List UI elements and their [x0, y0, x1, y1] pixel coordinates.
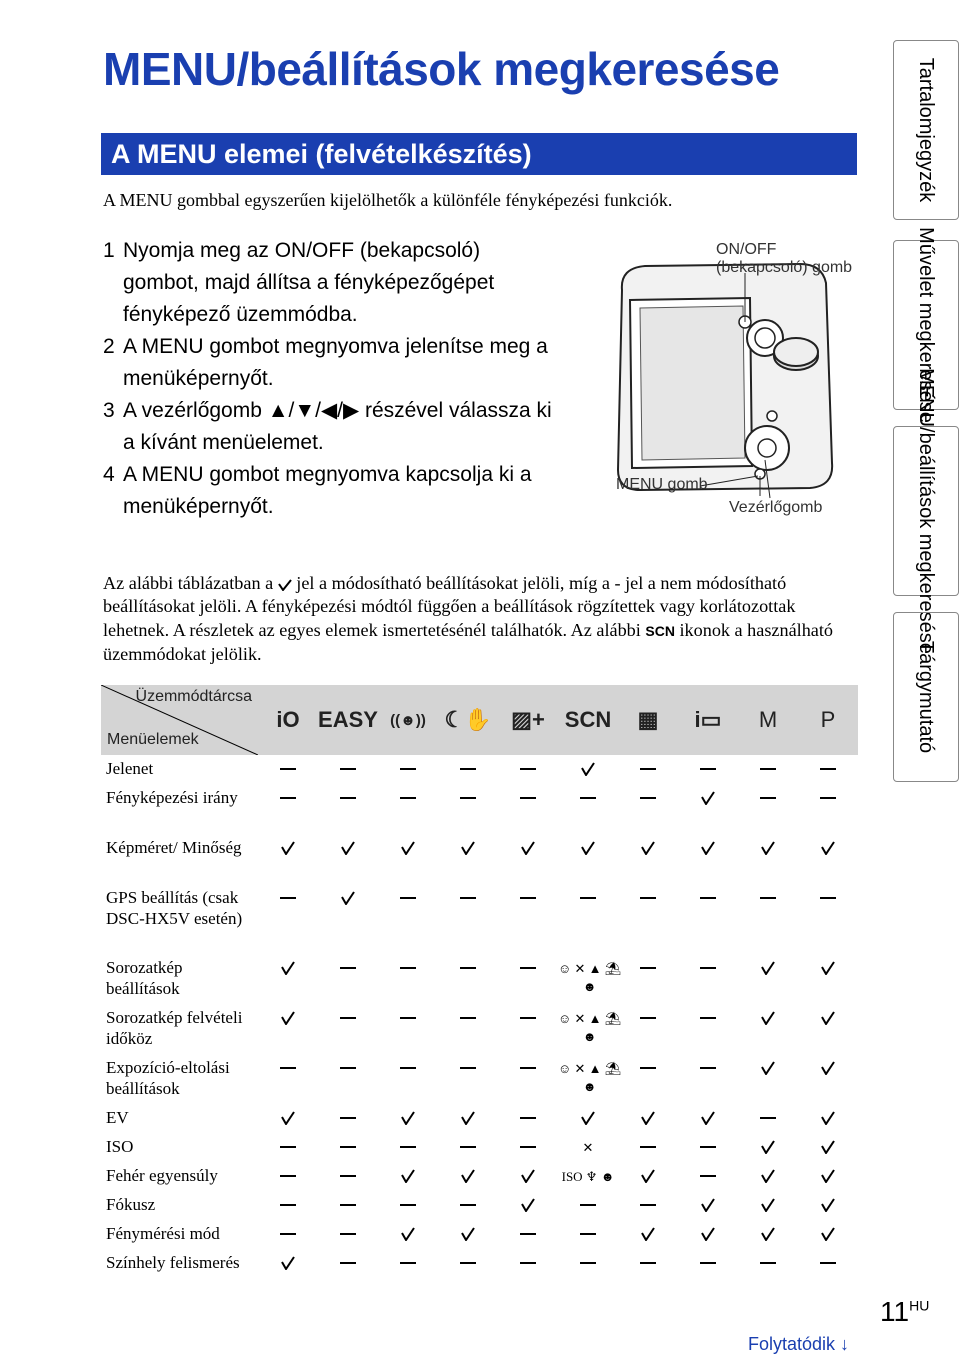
not-available-dash [558, 884, 618, 954]
not-available-dash [798, 1249, 858, 1299]
available-check-icon [738, 1162, 798, 1191]
step-text [123, 395, 552, 459]
not-available-dash [498, 1133, 558, 1162]
not-available-dash [738, 1104, 798, 1133]
step-line: A vezérlőgomb ▲/▼/◀/▶ részével válassza ki [123, 399, 552, 422]
not-available-dash [318, 1054, 378, 1104]
col-header: SCN [558, 685, 618, 755]
row-label: Színhely felismerés [106, 1253, 240, 1272]
not-available-dash [378, 1004, 438, 1054]
not-available-dash [618, 884, 678, 954]
not-available-dash [498, 1220, 558, 1249]
not-available-dash [258, 1162, 318, 1191]
not-available-dash [318, 1104, 378, 1133]
step-line: A MENU gombot megnyomva jelenítse meg a [123, 335, 548, 358]
available-check-icon [498, 1162, 558, 1191]
not-available-dash [498, 755, 558, 784]
available-check-icon [798, 1162, 858, 1191]
not-available-dash [438, 1191, 498, 1220]
onoff-button-label: ON/OFF (bekapcsoló) gomb [716, 241, 853, 276]
table-row [101, 784, 858, 834]
available-check-icon [558, 1104, 618, 1133]
available-check-icon [618, 1104, 678, 1133]
not-available-dash [378, 954, 438, 1004]
col-header: M [738, 685, 798, 755]
row-label: Fókusz [106, 1195, 156, 1214]
scene-icons: ✕ [582, 1140, 594, 1155]
row-label: GPS beállítás (csak DSC-HX5V esetén) [106, 888, 243, 928]
table-row [101, 1004, 858, 1054]
not-available-dash [438, 1004, 498, 1054]
not-available-dash [318, 1162, 378, 1191]
scene-icons: ISO ♆ ☻ [561, 1169, 615, 1184]
note-text: jel a módosítható beállításokat jelöli, míg a - jel a nem módosítható beállításokat jelöli. A fényképezési módtól függően a beállítások rögzítettek vagy korlátozottak lehetnek. A részletek az egyes elemek ismertetésénél találhatók. Az alábbi [103, 573, 796, 640]
note-text: Az alábbi táblázatban a [103, 573, 278, 593]
step-text [123, 459, 532, 523]
not-available-dash [678, 1054, 738, 1104]
continues-link[interactable]: Folytatódik ↓ [748, 1334, 850, 1354]
col-header: ☾✋ [438, 685, 498, 755]
row-label: ISO [106, 1137, 134, 1156]
not-available-dash [318, 784, 378, 834]
available-check-icon [258, 1249, 318, 1299]
row-label: Fényképezési irány [106, 788, 238, 807]
not-available-dash [738, 755, 798, 784]
available-check-icon [798, 834, 858, 884]
col-header: iO [258, 685, 318, 755]
table-row [101, 1162, 858, 1191]
row-label: Fénymérési mód [106, 1224, 220, 1243]
available-check-icon [318, 884, 378, 954]
not-available-dash [738, 1249, 798, 1299]
step-text [123, 235, 494, 331]
not-available-dash [498, 784, 558, 834]
not-available-dash [558, 1249, 618, 1299]
step-number: 2 [103, 335, 115, 358]
available-check-icon [738, 834, 798, 884]
not-available-dash [318, 755, 378, 784]
not-available-dash [618, 1133, 678, 1162]
col-header: EASY [318, 685, 378, 755]
not-available-dash [258, 884, 318, 954]
table-row [101, 834, 858, 884]
not-available-dash [498, 1054, 558, 1104]
table-row [101, 1191, 858, 1220]
intro-text: A MENU gombbal egyszerűen kijelölhetők a különféle fényképezési funkciók. [103, 190, 673, 210]
not-available-dash [378, 784, 438, 834]
not-available-dash [378, 755, 438, 784]
not-available-dash [678, 1162, 738, 1191]
not-available-dash [678, 1249, 738, 1299]
available-check-icon [258, 1004, 318, 1054]
not-available-dash [258, 1133, 318, 1162]
available-check-icon [798, 1054, 858, 1104]
not-available-dash [798, 755, 858, 784]
available-check-icon [378, 1104, 438, 1133]
table-row [101, 1104, 858, 1133]
not-available-dash [318, 1220, 378, 1249]
page-title: MENU/beállítások megkeresése [103, 43, 780, 95]
available-check-icon [678, 1191, 738, 1220]
row-label: Jelenet [106, 759, 154, 778]
not-available-dash [618, 1054, 678, 1104]
note-text: ikonok a használható üzemmódokat jelölik. [103, 619, 834, 664]
not-available-dash [378, 1249, 438, 1299]
step-2 [103, 331, 603, 395]
table-note [103, 572, 858, 666]
row-label: Sorozatkép felvételi időköz [106, 1008, 243, 1048]
not-available-dash [258, 1054, 318, 1104]
not-available-dash [258, 784, 318, 834]
not-available-dash [438, 784, 498, 834]
scene-icons: ☺ ✕ ▲ ⛱ ☻ [558, 1061, 622, 1094]
not-available-dash [438, 1054, 498, 1104]
col-header: ((☻)) [378, 685, 438, 755]
scn-icon: SCN [645, 622, 675, 639]
row-label: Sorozatkép beállítások [106, 958, 183, 998]
available-check-icon [738, 1054, 798, 1104]
available-check-icon [738, 1004, 798, 1054]
step-line: a kívánt menüelemet. [123, 431, 324, 454]
not-available-dash [438, 884, 498, 954]
available-check-icon [738, 954, 798, 1004]
table-row [101, 1249, 858, 1299]
not-available-dash [318, 954, 378, 1004]
step-4 [103, 459, 603, 523]
tab-menu-settings-search[interactable]: MENU/beállítások megkeresése [893, 426, 959, 596]
table-row [101, 1133, 858, 1162]
tab-operation-search[interactable]: Művelet megkeresése [893, 240, 959, 410]
not-available-dash [678, 755, 738, 784]
not-available-dash [798, 784, 858, 834]
section-heading: A MENU elemei (felvételkészítés) [101, 133, 857, 175]
not-available-dash [618, 784, 678, 834]
not-available-dash [378, 1133, 438, 1162]
available-check-icon [558, 834, 618, 884]
available-check-icon [318, 834, 378, 884]
not-available-dash [798, 884, 858, 954]
not-available-dash [378, 1054, 438, 1104]
available-check-icon [678, 1220, 738, 1249]
not-available-dash [498, 884, 558, 954]
col-header: P [798, 685, 858, 755]
row-label: Fehér egyensúly [106, 1166, 218, 1185]
not-available-dash [318, 1004, 378, 1054]
not-available-dash [618, 1004, 678, 1054]
scene-icons: ☺ ✕ ▲ ⛱ ☻ [558, 961, 622, 994]
not-available-dash [618, 1191, 678, 1220]
row-label: Képméret/ Minőség [106, 838, 242, 857]
available-check-icon [798, 1191, 858, 1220]
available-check-icon [378, 834, 438, 884]
available-check-icon [738, 1191, 798, 1220]
step-number: 1 [103, 239, 115, 262]
row-label: EV [106, 1108, 129, 1127]
controller-label: Vezérlőgomb [729, 499, 823, 516]
available-check-icon [618, 1162, 678, 1191]
not-available-dash [738, 884, 798, 954]
not-available-dash [618, 1249, 678, 1299]
table-row [101, 1054, 858, 1104]
not-available-dash [558, 784, 618, 834]
not-available-dash [498, 1249, 558, 1299]
step-line: fényképező üzemmódba. [123, 303, 358, 326]
available-check-icon [438, 834, 498, 884]
available-check-icon [798, 1133, 858, 1162]
available-check-icon [258, 834, 318, 884]
available-check-icon [738, 1220, 798, 1249]
not-available-dash [678, 1004, 738, 1054]
available-check-icon [798, 1004, 858, 1054]
step-line: A MENU gombot megnyomva kapcsolja ki a [123, 463, 532, 486]
row-label: Expozíció-eltolási beállítások [106, 1058, 230, 1098]
available-check-icon [498, 834, 558, 884]
step-list [103, 235, 603, 523]
check-icon [278, 579, 292, 591]
not-available-dash [498, 1104, 558, 1133]
tab-index[interactable]: Tárgymutató [893, 612, 959, 782]
available-check-icon [378, 1220, 438, 1249]
not-available-dash [618, 954, 678, 1004]
step-line: Nyomja meg az ON/OFF (bekapcsoló) [123, 239, 481, 262]
not-available-dash [378, 1191, 438, 1220]
available-check-icon [438, 1162, 498, 1191]
available-check-icon [258, 1104, 318, 1133]
table-row [101, 884, 858, 954]
step-line: menüképernyőt. [123, 367, 274, 390]
available-check-icon [618, 1220, 678, 1249]
not-available-dash [738, 784, 798, 834]
step-text [123, 331, 548, 395]
available-check-icon [798, 1104, 858, 1133]
tab-table-of-contents[interactable]: Tartalomjegyzék [893, 40, 959, 220]
available-check-icon [258, 954, 318, 1004]
not-available-dash [378, 884, 438, 954]
not-available-dash [678, 1133, 738, 1162]
not-available-dash [318, 1133, 378, 1162]
not-available-dash [678, 954, 738, 1004]
step-line: gombot, majd állítsa a fényképezőgépet [123, 271, 495, 294]
not-available-dash [258, 1220, 318, 1249]
col-header: i▭ [678, 685, 738, 755]
not-available-dash [678, 884, 738, 954]
available-check-icon [378, 1162, 438, 1191]
step-line: menüképernyőt. [123, 495, 274, 518]
available-check-icon [618, 834, 678, 884]
step-1 [103, 235, 603, 331]
available-check-icon [738, 1133, 798, 1162]
not-available-dash [438, 954, 498, 1004]
table-row [101, 1220, 858, 1249]
step-3 [103, 395, 603, 459]
available-check-icon [558, 755, 618, 784]
available-check-icon [678, 1104, 738, 1133]
table-header-row [101, 685, 858, 755]
not-available-dash [498, 954, 558, 1004]
not-available-dash [318, 1249, 378, 1299]
not-available-dash [498, 1004, 558, 1054]
not-available-dash [558, 1220, 618, 1249]
not-available-dash [438, 1133, 498, 1162]
available-check-icon [498, 1191, 558, 1220]
not-available-dash [438, 755, 498, 784]
menu-button-label: MENU gomb [616, 476, 708, 493]
available-check-icon [798, 1220, 858, 1249]
scene-icons: ☺ ✕ ▲ ⛱ ☻ [558, 1011, 622, 1044]
not-available-dash [318, 1191, 378, 1220]
menu-items-header: Menüelemek [107, 731, 199, 748]
not-available-dash [258, 1191, 318, 1220]
step-number: 3 [103, 399, 115, 422]
available-check-icon [678, 834, 738, 884]
not-available-dash [258, 755, 318, 784]
page-number: $11^{HU}$ [880, 1296, 930, 1327]
table-row [101, 954, 858, 1004]
col-header: ▨+ [498, 685, 558, 755]
available-check-icon [438, 1220, 498, 1249]
table-corner-header [101, 685, 258, 755]
step-number: 4 [103, 463, 115, 486]
available-check-icon [798, 954, 858, 1004]
table-row [101, 755, 858, 784]
mode-dial-header: Üzemmódtárcsa [135, 688, 252, 705]
not-available-dash [618, 755, 678, 784]
not-available-dash [438, 1249, 498, 1299]
not-available-dash [558, 1191, 618, 1220]
col-header: ▦ [618, 685, 678, 755]
menu-items-table [101, 685, 858, 1299]
available-check-icon [438, 1104, 498, 1133]
available-check-icon [678, 784, 738, 834]
